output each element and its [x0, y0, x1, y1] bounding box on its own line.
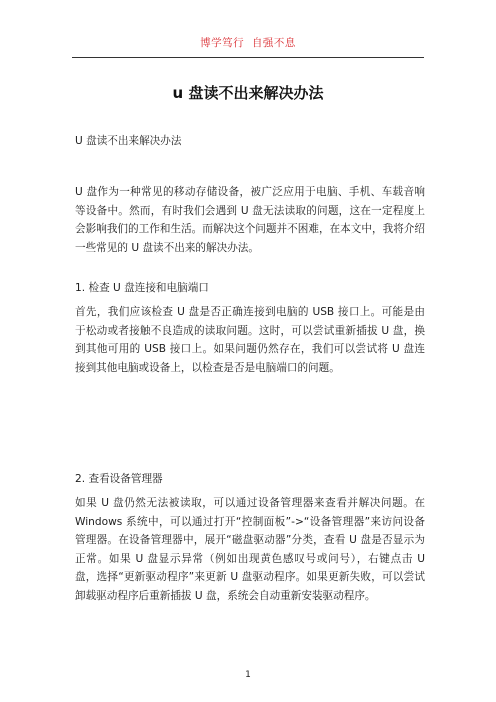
document-title: u 盘读不出来解决办法 [172, 84, 324, 102]
intro-paragraph: U 盘作为一种常见的移动存储设备，被广泛应用于电脑、手机、车载音响等设备中。然而，有时我们会遇到 U 盘无法读取的问题，这在一定程度上会影响我们的工作和生活。而解决这个问题并不困难，在本文中，我将介绍一些常见的 U 盘读不出来的解决办法。 [75, 186, 425, 254]
section-2-body: 如果 U 盘仍然无法被读取，可以通过设备管理器来查看并解决问题。在 Windows 系统中，可以通过打开“控制面板”->“设备管理器”来访问设备管理器。在设备管理器中，展开“磁盘驱动器”分类，查看 U 盘是否显示为正常。如果 U 盘显示异常（例如出现黄色感叹号或问号），右键点击 U 盘，选择“更新驱动程序”来更新 U 盘驱动程序。如果更新失败，可以尝试卸载驱动程序后重新插拔 U 盘，系统会自动重新安装驱动程序。 [75, 497, 425, 602]
section-1-body: 首先，我们应该检查 U 盘是否正确连接到电脑的 USB 接口上。可能是由于松动或者接触不良造成的读取问题。这时，可以尝试重新插拔 U 盘，换到其他可用的 USB 接口上。如果问题仍然存在，我们可以尝试将 U 盘连接到其他电脑或设备上，以检查是否是电脑端口的问题。 [75, 306, 425, 374]
section-2-heading: 2. 查看设备管理器 [75, 473, 163, 485]
page-number: 1 [245, 670, 251, 680]
header-divider [72, 57, 424, 58]
page-header-motto: 博学笃行 自强不息 [200, 37, 296, 49]
document-subtitle: U 盘读不出来解决办法 [75, 135, 182, 147]
section-1-heading: 1. 检查 U 盘连接和电脑端口 [75, 282, 209, 294]
